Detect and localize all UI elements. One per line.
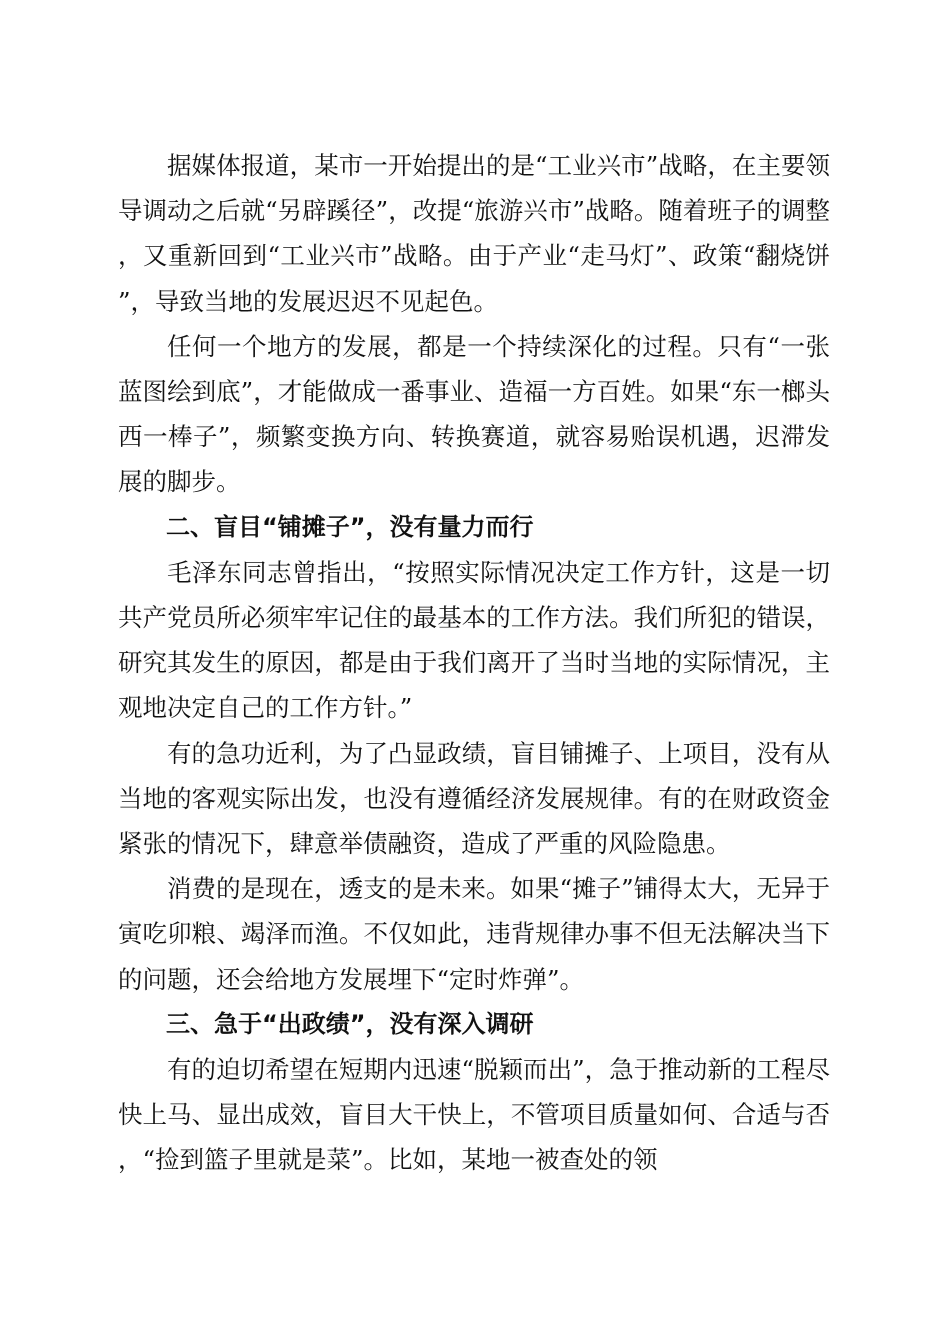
paragraph-media-report: 据媒体报道，某市一开始提出的是“工业兴市”战略，在主要领导调动之后就“另辟蹊径”，改提“旅游兴市”战略。随着班子的调整，又重新回到“工业兴市”战略。由于产业“走马灯”、政策“翻烧饼”，导致当地的发展迟迟不见起色。: [118, 151, 830, 316]
paragraph-continuous-development: 任何一个地方的发展，都是一个持续深化的过程。只有“一张蓝图绘到底”，才能做成一番事业、造福一方百姓。如果“东一榔头西一棒子”，频繁变换方向、转换赛道，就容易贻误机遇，迟滞发展的脚步。: [118, 331, 830, 497]
paragraph-eager-results: 有的迫切希望在短期内迅速“脱颖而出”，急于推动新的工程尽快上马、显出成效，盲目大干快上，不管项目质量如何、合适与否，“捡到篮子里就是菜”。比如，某地一被查处的领: [118, 1055, 830, 1175]
document-body: [118, 143, 830, 1183]
paragraph-quick-success: 有的急功近利，为了凸显政绩，盲目铺摊子、上项目，没有从当地的客观实际出发，也没有遵循经济发展规律。有的在财政资金紧张的情况下，肆意举债融资，造成了严重的风险隐患。: [118, 738, 830, 859]
paragraph-overspending: 消费的是现在，透支的是未来。如果“摊子”铺得太大，无异于寅吃卯粮、竭泽而渔。不仅如此，违背规律办事不但无法解决当下的问题，还会给地方发展埋下“定时炸弹”。: [118, 874, 830, 994]
paragraph-mao-quote: 毛泽东同志曾指出，“按照实际情况决定工作方针，这是一切共产党员所必须牢牢记住的最基本的工作方法。我们所犯的错误，研究其发生的原因，都是由于我们离开了当时当地的实际情况，主观地决定自己的工作方针。”: [118, 557, 830, 723]
section-heading-3: 三、急于“出政绩”，没有深入调研: [166, 1009, 534, 1038]
section-heading-2: 二、盲目“铺摊子”，没有量力而行: [166, 512, 534, 541]
